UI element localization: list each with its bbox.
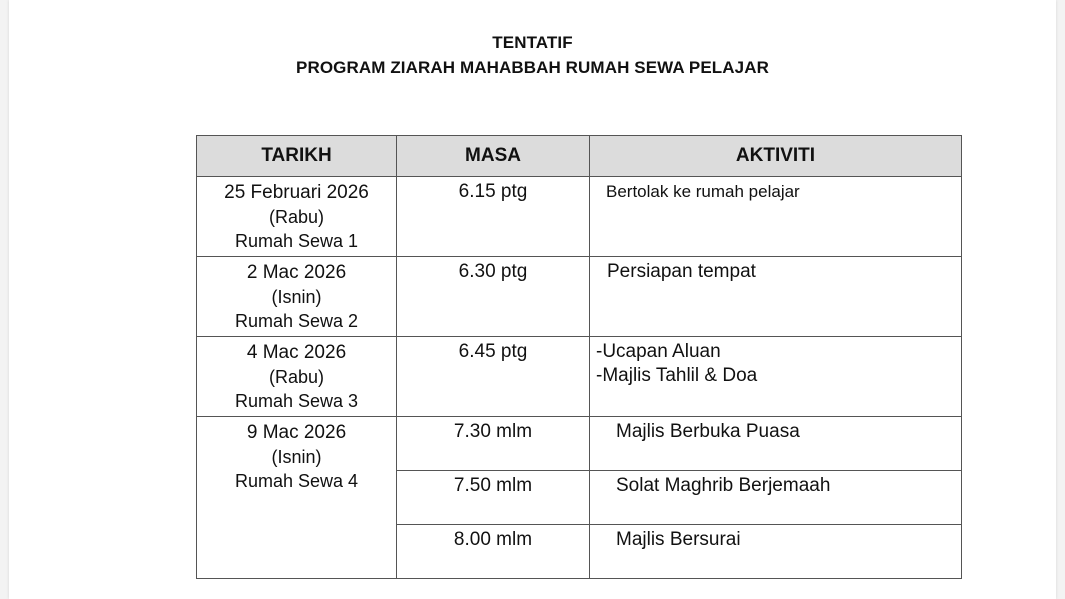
- day-text: (Rabu): [268, 207, 325, 227]
- activity-text: -Majlis Tahlil & Doa: [596, 365, 758, 386]
- table-row: [197, 177, 962, 257]
- day-text: (Isnin): [271, 287, 322, 307]
- date-text: 9 Mac 2026: [246, 422, 347, 443]
- location-text: Rumah Sewa 1: [234, 231, 359, 251]
- activity-cell: [590, 337, 962, 417]
- date-text: 25 Februari 2026: [224, 182, 369, 203]
- document-subtitle: PROGRAM ZIARAH MAHABBAH RUMAH SEWA PELAJAR: [296, 58, 769, 77]
- date-text: 4 Mac 2026: [246, 342, 347, 363]
- document-title: TENTATIF: [492, 33, 573, 52]
- schedule-table: [196, 135, 962, 579]
- day-text: (Isnin): [271, 447, 322, 467]
- date-cell: [197, 417, 397, 579]
- time-cell: 6.15 ptg: [397, 177, 590, 257]
- activity-text: Persiapan tempat: [607, 261, 756, 282]
- table-row: [197, 337, 962, 417]
- day-text: (Rabu): [268, 367, 325, 387]
- activity-cell: Majlis Berbuka Puasa: [590, 417, 962, 471]
- location-text: Rumah Sewa 2: [234, 311, 359, 331]
- activity-cell: Majlis Bersurai: [590, 525, 962, 579]
- activity-text: Bertolak ke rumah pelajar: [606, 182, 800, 201]
- date-text: 2 Mac 2026: [246, 262, 347, 283]
- activity-text: -Ucapan Aluan: [596, 341, 721, 362]
- date-cell: [197, 177, 397, 257]
- header-tarikh: TARIKH: [197, 136, 397, 177]
- table-header-row: [197, 136, 962, 177]
- activity-cell: [590, 257, 962, 337]
- time-cell: 6.30 ptg: [397, 257, 590, 337]
- activity-cell: [590, 177, 962, 257]
- activity-cell: Solat Maghrib Berjemaah: [590, 471, 962, 525]
- time-cell: 7.30 mlm: [397, 417, 590, 471]
- time-cell: 8.00 mlm: [397, 525, 590, 579]
- table-row: [197, 257, 962, 337]
- header-aktiviti: AKTIVITI: [590, 136, 962, 177]
- header-masa: MASA: [397, 136, 590, 177]
- table-row: [197, 417, 962, 471]
- time-cell: 6.45 ptg: [397, 337, 590, 417]
- time-cell: 7.50 mlm: [397, 471, 590, 525]
- location-text: Rumah Sewa 4: [234, 471, 359, 491]
- date-cell: [197, 257, 397, 337]
- location-text: Rumah Sewa 3: [234, 391, 359, 411]
- date-cell: [197, 337, 397, 417]
